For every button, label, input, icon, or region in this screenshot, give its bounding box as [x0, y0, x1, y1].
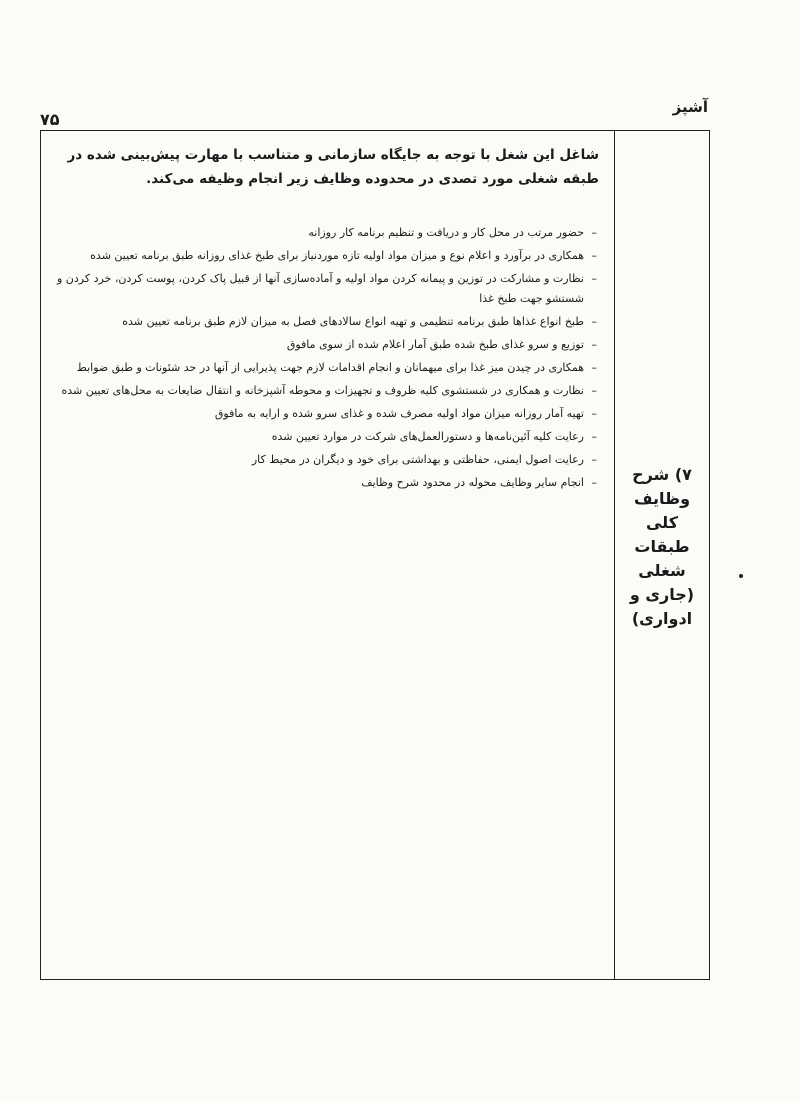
- section-content-cell: [41, 131, 611, 979]
- document-title: آشپز: [672, 98, 708, 116]
- section-intro: شاغل این شغل با توجه به جایگاه سازمانی و متناسب با مهارت پیش‌بینی شده در طبقه شغلی مورد تصدی در محدوده وظایف زیر انجام وظیفه می‌کند.: [67, 147, 599, 187]
- list-item: – انجام سایر وظایف محوله در محدود شرح وظایف: [49, 473, 597, 493]
- list-item: – حضور مرتب در محل کار و دریافت و تنظیم برنامه کار روزانه: [49, 223, 597, 243]
- list-item: – همکاری در برآورد و اعلام نوع و میزان مواد اولیه تازه موردنیاز برای طبخ غذای روزانه طبق برنامه تعیین شده: [49, 246, 597, 266]
- list-item: – تهیه آمار روزانه میزان مواد اولیه مصرف شده و غذای سرو شده و ارایه به مافوق: [49, 404, 597, 424]
- list-item: – رعایت کلیه آئین‌نامه‌ها و دستورالعمل‌های شرکت در موارد تعیین شده: [49, 427, 597, 447]
- scan-speck: [739, 574, 743, 578]
- list-item: – نظارت و مشارکت در توزین و پیمانه کردن مواد اولیه و آماده‌سازی آنها از قبیل پاک کردن، پوست کردن، خرد کردن و شستشو جهت طبخ غذا: [49, 269, 597, 309]
- section-label-cell: [614, 131, 709, 979]
- list-item: – توزیع و سرو غذای طبخ شده طبق آمار اعلام شده از سوی مافوق: [49, 335, 597, 355]
- duties-table: [40, 131, 710, 980]
- section-label: ۷) شرح وظایف کلی طبقات شغلی (جاری و ادواری): [629, 465, 695, 628]
- list-item: – نظارت و همکاری در شستشوی کلیه ظروف و تجهیزات و محوطه آشپزخانه و انتقال ضایعات به محل‌های تعیین شده: [49, 381, 597, 401]
- list-item: – طبخ انواع غذاها طبق برنامه تنظیمی و تهیه انواع سالادهای فصل به میزان لازم طبق برنامه تعیین شده: [49, 312, 597, 332]
- page-number: ۷۵: [40, 110, 60, 129]
- duties-list: [49, 223, 597, 496]
- list-item: – رعایت اصول ایمنی، حفاظتی و بهداشتی برای خود و دیگران در محیط کار: [49, 450, 597, 470]
- list-item: – همکاری در چیدن میز غذا برای میهمانان و انجام اقدامات لازم جهت پذیرایی از آنها در حد شئونات و طبق ضوابط: [49, 358, 597, 378]
